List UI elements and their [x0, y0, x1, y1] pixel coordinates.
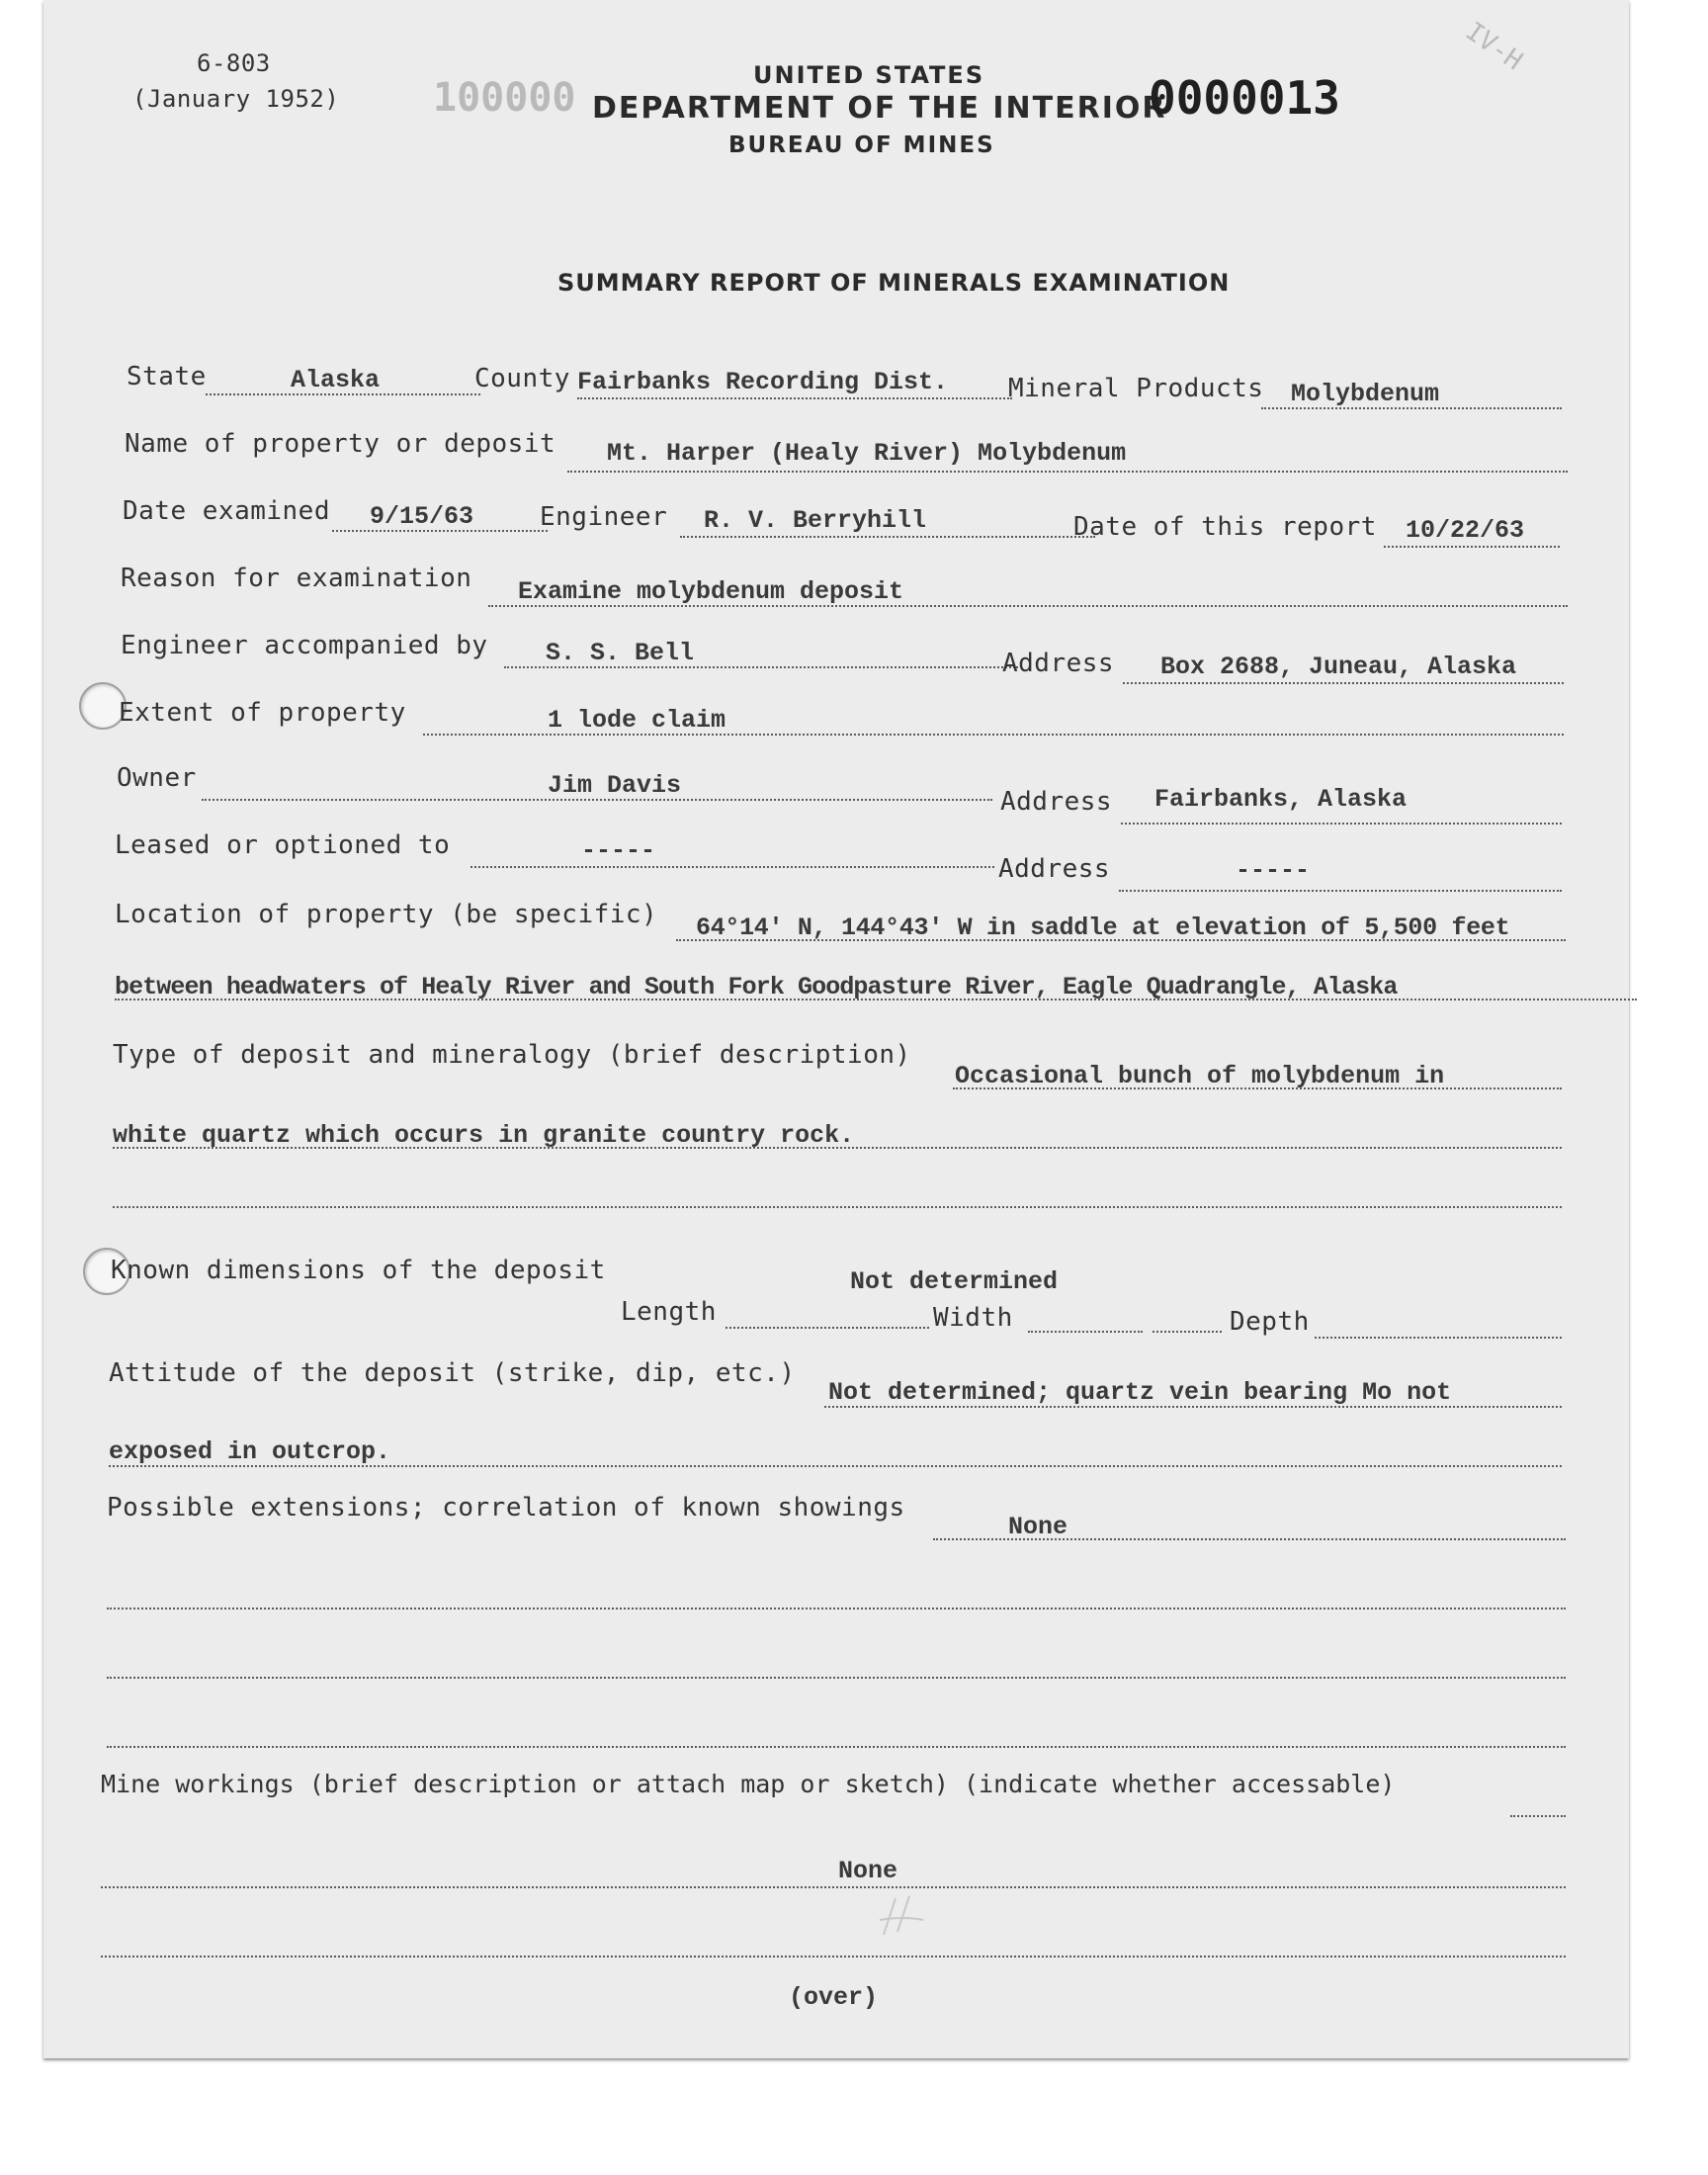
accompanied-label: Engineer accompanied by [121, 631, 488, 660]
owner-value: Jim Davis [548, 771, 682, 800]
extent-value: 1 lode claim [548, 706, 726, 735]
agency-line-1: UNITED STATES [753, 61, 985, 89]
owner-address-value: Fairbanks, Alaska [1154, 785, 1408, 814]
faint-stamp: 100000 [433, 75, 576, 121]
document-number: 0000013 [1149, 71, 1340, 125]
engineer-line [680, 536, 1095, 538]
type-label: Type of deposit and mineralogy (brief description) [113, 1040, 911, 1070]
state-value: Alaska [291, 366, 381, 394]
depth-lead-line [1153, 1331, 1222, 1333]
report-title: SUMMARY REPORT OF MINERALS EXAMINATION [557, 269, 1231, 297]
workings-label: Mine workings (brief description or attach map or sketch) (indicate whether accessable) [101, 1770, 1396, 1798]
workings-tail-line [1510, 1815, 1566, 1817]
state-label: State [127, 362, 207, 392]
leased-address-label: Address [998, 854, 1111, 884]
location-label: Location of property (be specific) [115, 900, 658, 929]
type-line-3 [113, 1206, 1562, 1208]
leased-label: Leased or optioned to [115, 830, 451, 860]
attitude-label: Attitude of the deposit (strike, dip, etc.) [109, 1358, 796, 1388]
location-value-2: between headwaters of Healy River and South Fork Goodpasture River, Eagle Quadrangle, Alaska [115, 973, 1398, 1001]
extensions-line-3 [107, 1677, 1566, 1679]
owner-address-label: Address [1000, 787, 1113, 817]
engineer-label: Engineer [540, 502, 668, 532]
type-value-2: white quartz which occurs in granite country rock. [113, 1121, 855, 1150]
depth-line [1315, 1337, 1562, 1339]
type-value-1: Occasional bunch of molybdenum in [955, 1062, 1445, 1090]
leased-value: ----- [581, 836, 656, 865]
property-name-value: Mt. Harper (Healy River) Molybdenum [607, 439, 1127, 468]
agency-line-2: DEPARTMENT OF THE INTERIOR [592, 91, 1167, 126]
county-line [577, 397, 1012, 399]
accompanied-address-value: Box 2688, Juneau, Alaska [1160, 652, 1517, 681]
county-value: Fairbanks Recording Dist. [577, 368, 949, 396]
length-label: Length [621, 1297, 717, 1327]
extensions-line-4 [107, 1746, 1566, 1748]
owner-label: Owner [117, 763, 197, 793]
attitude-value-1: Not determined; quartz vein bearing Mo not [828, 1378, 1452, 1407]
form-number: 6-803 [197, 49, 271, 77]
date-examined-value: 9/15/63 [370, 502, 474, 531]
extensions-label: Possible extensions; correlation of known showings [107, 1493, 905, 1522]
owner-address-line [1121, 823, 1562, 825]
leased-line [470, 866, 994, 868]
attitude-value-2: exposed in outcrop. [109, 1437, 391, 1466]
report-sheet [43, 0, 1629, 2058]
dimensions-label: Known dimensions of the deposit [111, 1256, 606, 1285]
workings-line-1 [101, 1886, 1566, 1888]
engineer-value: R. V. Berryhill [704, 506, 927, 535]
reason-label: Reason for examination [121, 564, 472, 593]
length-line [726, 1327, 929, 1329]
width-label: Width [933, 1303, 1013, 1333]
reason-value: Examine molybdenum deposit [518, 577, 904, 606]
county-label: County [474, 364, 570, 393]
pencil-mark [874, 1890, 933, 1950]
accompanied-address-line [1123, 682, 1564, 684]
agency-line-3: BUREAU OF MINES [728, 132, 995, 158]
accompanied-value: S. S. Bell [546, 639, 695, 667]
accompanied-address-label: Address [1002, 649, 1115, 678]
over-note: (over) [789, 1983, 879, 2012]
form-date: (January 1952) [132, 85, 340, 113]
location-value-1: 64°14' N, 144°43' W in saddle at elevation of 5,500 feet [696, 914, 1510, 942]
extensions-value: None [1008, 1513, 1068, 1541]
date-report-label: Date of this report [1073, 512, 1377, 542]
extensions-line-2 [107, 1608, 1566, 1610]
mineral-products-label: Mineral Products [1008, 374, 1264, 403]
workings-value: None [838, 1857, 898, 1885]
corner-pencil-marks: IV-H [1460, 16, 1528, 77]
depth-label: Depth [1230, 1307, 1310, 1337]
leased-address-value: ----- [1236, 856, 1311, 885]
dimensions-value: Not determined [850, 1267, 1059, 1296]
date-report-line [1384, 546, 1560, 548]
date-report-value: 10/22/63 [1406, 516, 1525, 545]
workings-line-2 [101, 1956, 1566, 1958]
extent-label: Extent of property [119, 698, 406, 728]
mineral-products-value: Molybdenum [1291, 380, 1440, 408]
property-name-label: Name of property or deposit [125, 429, 556, 459]
width-line [1028, 1331, 1143, 1333]
date-examined-label: Date examined [123, 496, 330, 526]
property-name-line [567, 471, 1568, 473]
leased-address-line [1119, 890, 1562, 892]
